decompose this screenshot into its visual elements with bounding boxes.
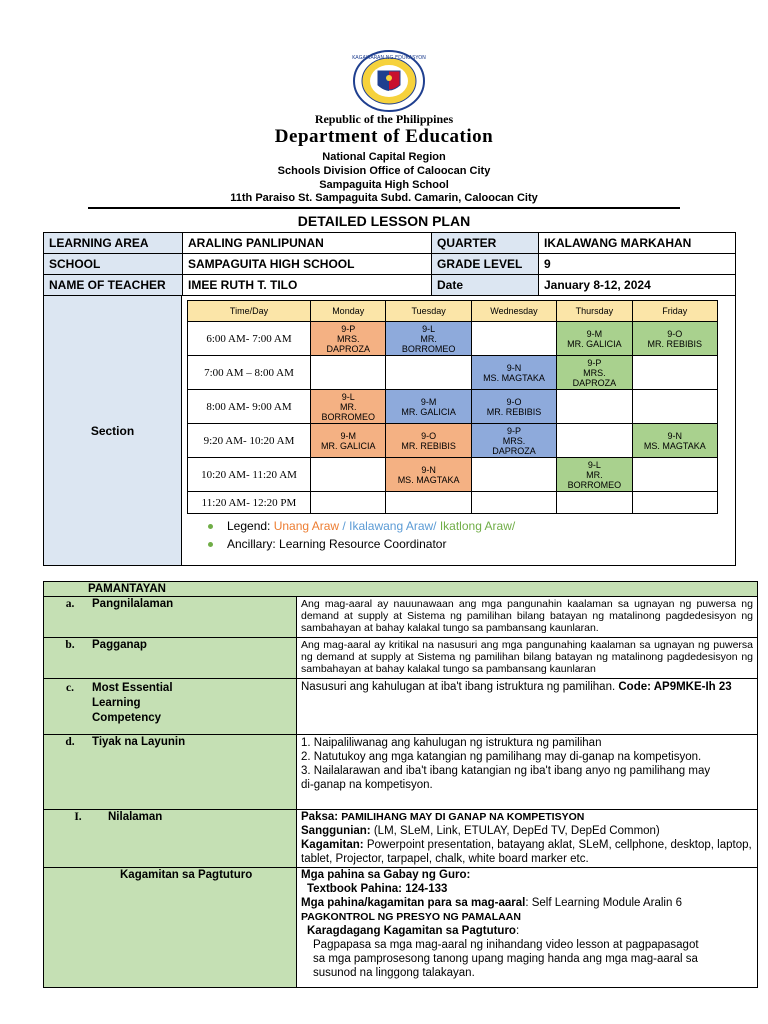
deped-seal: [352, 49, 426, 113]
time-slot: 10:20 AM- 11:20 AM: [188, 458, 311, 492]
schedule-cell: 9-O MR. REBIBIS: [471, 390, 556, 424]
schedule-header-cell: Tuesday: [386, 301, 471, 322]
schedule-cell: [471, 322, 556, 356]
nilalaman-text: Paksa: PAMILIHANG MAY DI GANAP NA KOMPETISYON Sanggunian: (LM, SLeM, Link, ETULAY, DepEd TV, DepEd Common) Kagamitan: Powerpoint presentation, batayang aklat, SLeM, cellphone, desktop, laptop, tablet, Projector, tarpapel, chalk, white board marker etc.: [297, 810, 758, 868]
schedule-cell: 9-N MS. MAGTAKA: [386, 458, 471, 492]
legend-sep: /: [339, 519, 350, 533]
schedule-cell: [557, 424, 632, 458]
schedule-cell: 9-N MS. MAGTAKA: [632, 424, 717, 458]
schedule-header-cell: Friday: [632, 301, 717, 322]
schedule-header-cell: Thursday: [557, 301, 632, 322]
schedule-row: [188, 390, 718, 424]
schedule-cell: 9-L MR. BORROMEO: [311, 390, 386, 424]
republic-line: Republic of the Philippines: [314, 112, 454, 126]
schedule-cell: [311, 458, 386, 492]
school-line: Sampaguita High School: [319, 179, 449, 191]
date-label: Date: [432, 275, 539, 296]
schedule-cell: [632, 356, 717, 390]
pamantayan-title: PAMANTAYAN: [44, 582, 758, 597]
schedule-cell: 9-P MRS. DAPROZA: [557, 356, 632, 390]
grade-level-label: GRADE LEVEL: [432, 254, 539, 275]
pangnilalaman-text: Ang mag-aaral ay nauunawaan ang mga pangunahin kaalaman sa ugnayan ng puwersa ng demand at supply at Sistema ng pamilihan bilang batayan ng matalinong pagdedesisyon ng sambahayan at bahay kalakal tungo sa pambansang kaunlaran.: [297, 597, 758, 638]
ancillary-text: Ancillary: Learning Resource Coordinator: [227, 537, 447, 551]
schedule-row: [188, 356, 718, 390]
teacher-value: IMEE RUTH T. TILO: [183, 275, 432, 296]
quarter-label: QUARTER: [432, 233, 539, 254]
legend-day1: Unang Araw: [273, 519, 340, 533]
pagganap-label: b. Pagganap: [44, 638, 297, 679]
region-line: National Capital Region: [322, 151, 446, 163]
date-value: January 8-12, 2024: [539, 275, 736, 296]
document-title: DETAILED LESSON PLAN: [297, 213, 471, 229]
schedule-cell: 9-O MR. REBIBIS: [632, 322, 717, 356]
bullet-icon: [208, 524, 213, 529]
schedule-header-cell: Wednesday: [471, 301, 556, 322]
schedule-cell: 9-L MR. BORROMEO: [557, 458, 632, 492]
pangnilalaman-label: a. Pangnilalaman: [44, 597, 297, 638]
schedule-cell: [311, 356, 386, 390]
teacher-label: NAME OF TEACHER: [44, 275, 183, 296]
bullet-icon: [208, 542, 213, 547]
schedule-cell: [386, 492, 471, 514]
section-label: Section: [44, 296, 182, 565]
schedule-header-cell: Monday: [311, 301, 386, 322]
schedule-cell: [471, 458, 556, 492]
address-line: 11th Paraiso St. Sampaguita Subd. Camarin, Caloocan City: [230, 192, 538, 204]
schedule-cell: 9-L MR. BORROMEO: [386, 322, 471, 356]
tiyak-text: [297, 735, 758, 810]
time-slot: 7:00 AM – 8:00 AM: [188, 356, 311, 390]
time-slot: 8:00 AM- 9:00 AM: [188, 390, 311, 424]
division-line: Schools Division Office of Caloocan City: [277, 165, 491, 177]
legend-day2: Ikalawang Araw/: [349, 519, 437, 533]
schedule-cell: [557, 390, 632, 424]
schedule-cell: 9-P MRS. DAPROZA: [311, 322, 386, 356]
schedule-cell: 9-M MR. GALICIA: [557, 322, 632, 356]
schedule-row: [188, 424, 718, 458]
schedule-cell: [557, 492, 632, 514]
objective-3-cont: di-ganap na kompetisyon.: [301, 779, 433, 791]
grade-level-value: 9: [539, 254, 736, 275]
kagamitan-text: Mga pahina sa Gabay ng Guro: Textbook Pahina: 124-133 Mga pahina/kagamitan para sa mag-aaral: Self Learning Module Aralin 6 PAGKONTROL NG PRESYO NG PAMALAAN Karagdagang Kagamitan sa Pagtuturo: Pagpapasa sa mga mag-aaral ng inihandang video lesson at pagpapasagot sa mga pamprosesong tanong upang maging handa ang mga mag-aaral sa susunod na linggong talakayan.: [297, 868, 758, 988]
kagamitan-label: Kagamitan sa Pagtuturo: [44, 868, 297, 988]
schedule-cell: 9-P MRS. DAPROZA: [471, 424, 556, 458]
svg-text:KAGAWARAN NG EDUKASYON: KAGAWARAN NG EDUKASYON: [352, 55, 426, 61]
schedule-cell: 9-M MR. GALICIA: [311, 424, 386, 458]
learning-area-label: LEARNING AREA: [44, 233, 183, 254]
melc-text: Nasusuri ang kahulugan at iba't ibang istruktura ng pamilihan. Code: AP9MKE-Ih 23: [297, 679, 758, 735]
schedule-cell: [386, 356, 471, 390]
schedule-cell: 9-O MR. REBIBIS: [386, 424, 471, 458]
school-value: SAMPAGUITA HIGH SCHOOL: [183, 254, 432, 275]
schedule-cell: [471, 492, 556, 514]
school-label: SCHOOL: [44, 254, 183, 275]
schedule-cell: [311, 492, 386, 514]
melc-code: Code: AP9MKE-Ih 23: [618, 681, 732, 693]
schedule-cell: [632, 390, 717, 424]
time-slot: 11:20 AM- 12:20 PM: [188, 492, 311, 514]
learning-area-value: ARALING PANLIPUNAN: [183, 233, 432, 254]
objective-1: 1. Naipaliliwanag ang kahulugan ng istruktura ng pamilihan: [301, 737, 602, 749]
objective-2: 2. Natutukoy ang mga katangian ng pamilihang may di-ganap na kompetisyon.: [301, 751, 702, 763]
ancillary-line: [208, 537, 446, 551]
melc-label: c. Most Essential Learning Competency: [44, 679, 297, 735]
schedule-row: [188, 458, 718, 492]
schedule-header-cell: Time/Day: [188, 301, 311, 322]
schedule-row: [188, 492, 718, 514]
time-slot: 6:00 AM- 7:00 AM: [188, 322, 311, 356]
legend-day3: Ikatlong Araw/: [436, 519, 516, 533]
schedule-cell: 9-N MS. MAGTAKA: [471, 356, 556, 390]
schedule-row: [188, 322, 718, 356]
schedule-cell: [632, 458, 717, 492]
department-title: Department of Education: [274, 126, 494, 147]
legend-line: [208, 519, 515, 533]
schedule-cell: [632, 492, 717, 514]
tiyak-label: d. Tiyak na Layunin: [44, 735, 297, 810]
pagganap-text: Ang mag-aaral ay kritikal na nasusuri ang mga pangunahing kaalaman sa ugnayan ng puwersa ng demand at supply at Sistema ng pamilihan bilang batayan ng matalinong pagdedesisyon ng sambahayan at bahay kalakal tungo sa pambansang kaunlaran: [297, 638, 758, 679]
pamantayan-table: [43, 581, 758, 988]
info-table: [43, 232, 736, 296]
time-slot: 9:20 AM- 10:20 AM: [188, 424, 311, 458]
legend-label: Legend:: [227, 519, 274, 533]
schedule-table: [187, 300, 718, 514]
header-divider: [88, 207, 680, 209]
schedule-cell: 9-M MR. GALICIA: [386, 390, 471, 424]
objective-3: 3. Nailalarawan and iba't ibang katangian ng iba't ibang anyo ng pamilihang may: [301, 765, 711, 777]
quarter-value: IKALAWANG MARKAHAN: [539, 233, 736, 254]
nilalaman-label: I. Nilalaman: [44, 810, 297, 868]
